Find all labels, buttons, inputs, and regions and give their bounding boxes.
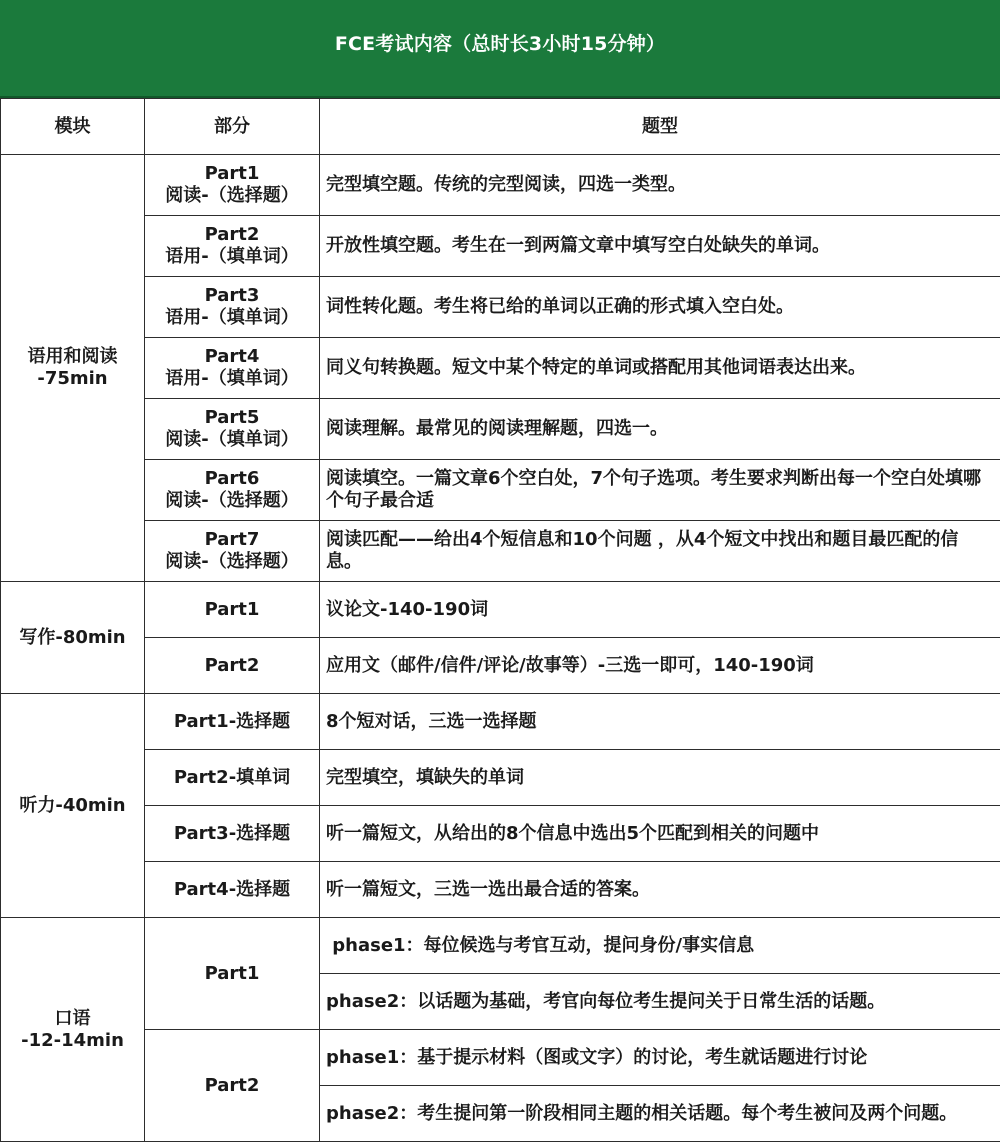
- table-row: [1, 638, 1000, 694]
- part-cell: [145, 399, 320, 460]
- table-title: FCE考试内容（总时长3小时15分钟）: [0, 0, 1000, 98]
- part-cell: Part2: [145, 638, 320, 694]
- part-cell: Part1-选择题: [145, 694, 320, 750]
- table-row: [1, 806, 1000, 862]
- question-type: 阅读理解。最常见的阅读理解题，四选一。: [320, 399, 1000, 460]
- module-speaking-duration: -12-14min: [5, 1030, 140, 1052]
- table-row: [1, 1030, 1000, 1086]
- part-format: 语用-（填单词）: [149, 307, 315, 329]
- part-number: Part6: [149, 468, 315, 490]
- question-type: 阅读匹配——给出4个短信息和10个问题 ，从4个短文中找出和题目最匹配的信息。: [320, 521, 1000, 582]
- question-type: 完型填空题。传统的完型阅读，四选一类型。: [320, 155, 1000, 216]
- module-writing: 写作-80min: [1, 582, 145, 694]
- question-type: phase2：考生提问第一阶段相同主题的相关话题。每个考生被问及两个问题。: [320, 1086, 1000, 1142]
- part-cell: Part3-选择题: [145, 806, 320, 862]
- table-row: [1, 750, 1000, 806]
- part-format: 语用-（填单词）: [149, 246, 315, 268]
- part-format: 阅读-（选择题）: [149, 551, 315, 573]
- part-cell: [145, 277, 320, 338]
- module-reading-duration: -75min: [5, 368, 140, 390]
- part-cell: Part1: [145, 918, 320, 1030]
- part-format: 语用-（填单词）: [149, 368, 315, 390]
- question-type: 词性转化题。考生将已给的单词以正确的形式填入空白处。: [320, 277, 1000, 338]
- question-type: 开放性填空题。考生在一到两篇文章中填写空白处缺失的单词。: [320, 216, 1000, 277]
- part-cell: [145, 155, 320, 216]
- module-speaking: [1, 918, 145, 1142]
- part-cell: Part4-选择题: [145, 862, 320, 918]
- part-cell: Part2: [145, 1030, 320, 1142]
- question-type: 8个短对话，三选一选择题: [320, 694, 1000, 750]
- part-number: Part5: [149, 407, 315, 429]
- question-type: 同义句转换题。短文中某个特定的单词或搭配用其他词语表达出来。: [320, 338, 1000, 399]
- table-row: [1, 521, 1000, 582]
- table-row: [1, 582, 1000, 638]
- question-type: 完型填空，填缺失的单词: [320, 750, 1000, 806]
- table-row: [1, 399, 1000, 460]
- part-format: 阅读-（填单词）: [149, 429, 315, 451]
- module-listening: 听力-40min: [1, 694, 145, 918]
- part-number: Part4: [149, 346, 315, 368]
- question-type: phase1：每位候选与考官互动，提问身份/事实信息: [320, 918, 1000, 974]
- table-row: [1, 918, 1000, 974]
- fce-content-table: [0, 98, 1000, 1142]
- part-format: 阅读-（选择题）: [149, 490, 315, 512]
- table-row: [1, 155, 1000, 216]
- part-cell: Part1: [145, 582, 320, 638]
- part-cell: [145, 338, 320, 399]
- question-type: 阅读填空。一篇文章6个空白处，7个句子选项。考生要求判断出每一个空白处填哪个句子最合适: [320, 460, 1000, 521]
- part-format: 阅读-（选择题）: [149, 185, 315, 207]
- table-row: [1, 216, 1000, 277]
- table-row: [1, 694, 1000, 750]
- table-row: [1, 460, 1000, 521]
- part-cell: Part2-填单词: [145, 750, 320, 806]
- module-reading-name: 语用和阅读: [5, 346, 140, 368]
- question-type: 听一篇短文，从给出的8个信息中选出5个匹配到相关的问题中: [320, 806, 1000, 862]
- question-type: phase1：基于提示材料（图或文字）的讨论，考生就话题进行讨论: [320, 1030, 1000, 1086]
- header-module: 模块: [1, 99, 145, 155]
- part-number: Part2: [149, 224, 315, 246]
- table-row: [1, 277, 1000, 338]
- header-row: [1, 99, 1000, 155]
- header-type: 题型: [320, 99, 1000, 155]
- table-row: [1, 862, 1000, 918]
- question-type: 议论文-140-190词: [320, 582, 1000, 638]
- part-number: Part7: [149, 529, 315, 551]
- part-cell: [145, 460, 320, 521]
- part-number: Part1: [149, 163, 315, 185]
- table-row: [1, 338, 1000, 399]
- module-speaking-name: 口语: [5, 1008, 140, 1030]
- part-number: Part3: [149, 285, 315, 307]
- part-cell: [145, 216, 320, 277]
- module-reading: [1, 155, 145, 582]
- header-part: 部分: [145, 99, 320, 155]
- question-type: 应用文（邮件/信件/评论/故事等）-三选一即可，140-190词: [320, 638, 1000, 694]
- question-type: 听一篇短文，三选一选出最合适的答案。: [320, 862, 1000, 918]
- question-type: phase2：以话题为基础，考官向每位考生提问关于日常生活的话题。: [320, 974, 1000, 1030]
- part-cell: [145, 521, 320, 582]
